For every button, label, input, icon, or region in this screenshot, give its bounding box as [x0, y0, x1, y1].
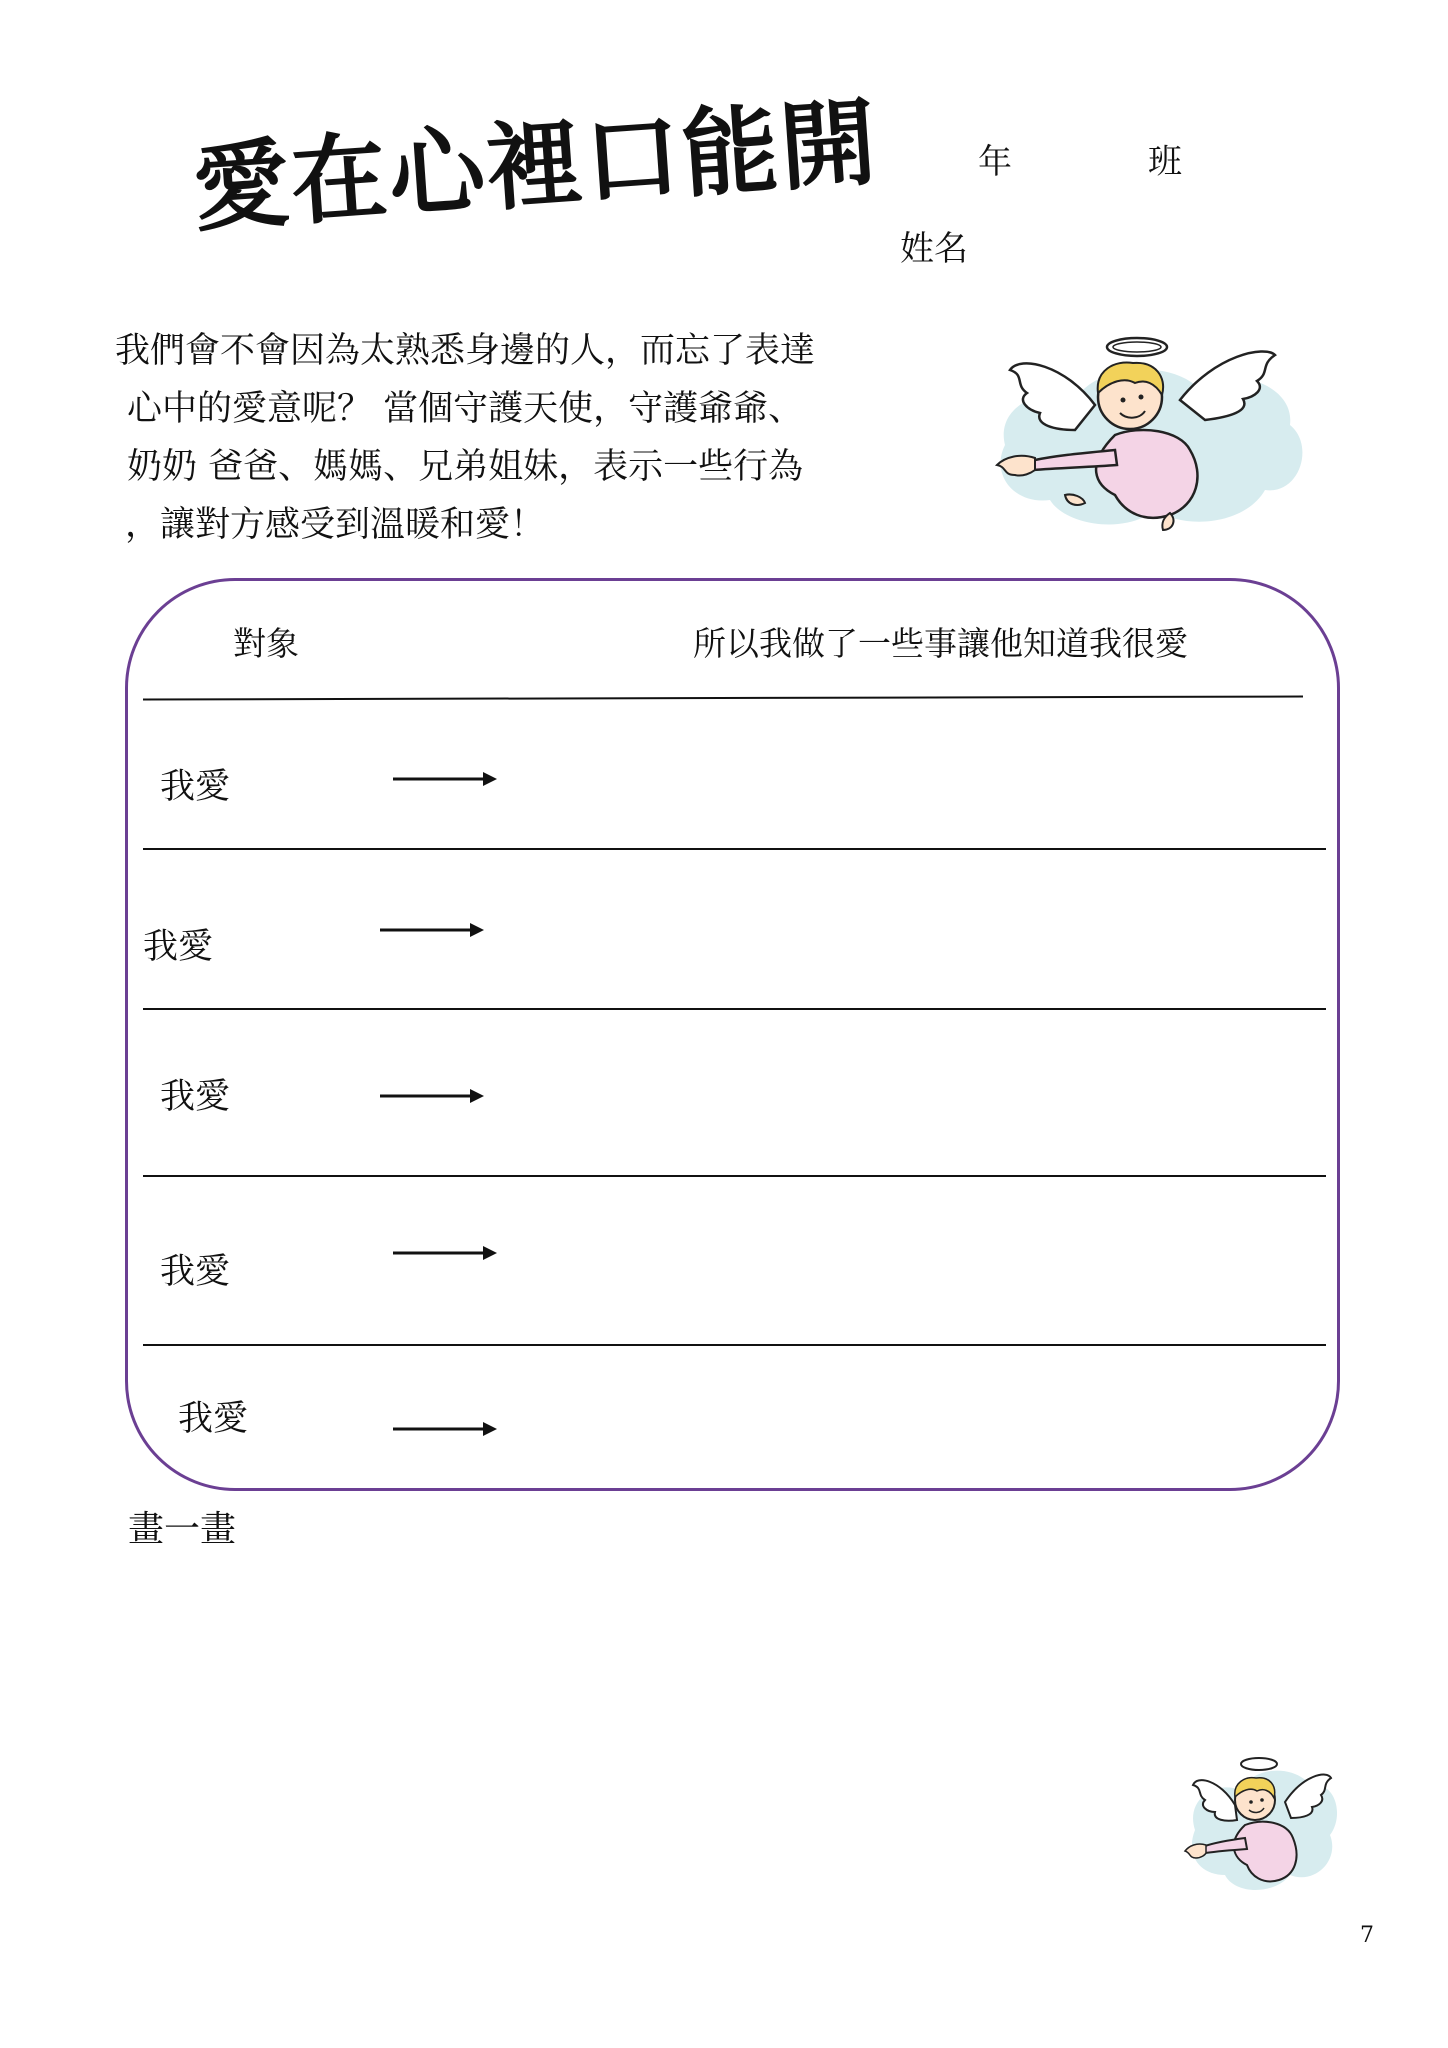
row-label: 我愛	[160, 767, 231, 807]
row-divider	[143, 848, 1326, 850]
arrow-right-icon	[380, 922, 484, 938]
year-label: 年	[978, 142, 1012, 182]
row-label: 我愛	[143, 927, 214, 967]
row-divider	[143, 1008, 1326, 1010]
row-label: 我愛	[178, 1399, 249, 1439]
name-label: 姓名	[900, 229, 968, 269]
class-label: 班	[1148, 142, 1182, 182]
worksheet-box	[125, 578, 1340, 1491]
row-divider	[143, 1175, 1326, 1177]
page-title: 愛在心裡口能開	[189, 85, 882, 246]
arrow-right-icon	[393, 771, 497, 787]
angel-icon	[965, 325, 1325, 540]
intro-paragraph	[115, 322, 915, 554]
arrow-right-icon	[380, 1088, 484, 1104]
angel-icon	[1175, 1750, 1340, 1900]
row-divider	[143, 1344, 1326, 1346]
row-label: 我愛	[160, 1077, 231, 1117]
column-header-target: 對象	[233, 624, 299, 663]
intro-line: 心中的愛意呢？ 當個守護天使，守護爺爺、	[127, 389, 804, 429]
page-number: 7	[1360, 1923, 1374, 1948]
row-label: 我愛	[160, 1252, 231, 1292]
intro-line: 奶奶 爸爸、媽媽、兄弟姐妹，表示一些行為	[127, 447, 804, 487]
intro-line: 我們會不會因為太熟悉身邊的人，而忘了表達	[115, 331, 816, 371]
column-header-action: 所以我做了一些事讓他知道我很愛	[693, 624, 1188, 663]
drawing-section-label: 畫一畫	[128, 1509, 237, 1550]
arrow-right-icon	[393, 1421, 497, 1437]
arrow-right-icon	[393, 1245, 497, 1261]
intro-line: ，讓對方感受到溫暖和愛！	[125, 505, 546, 545]
